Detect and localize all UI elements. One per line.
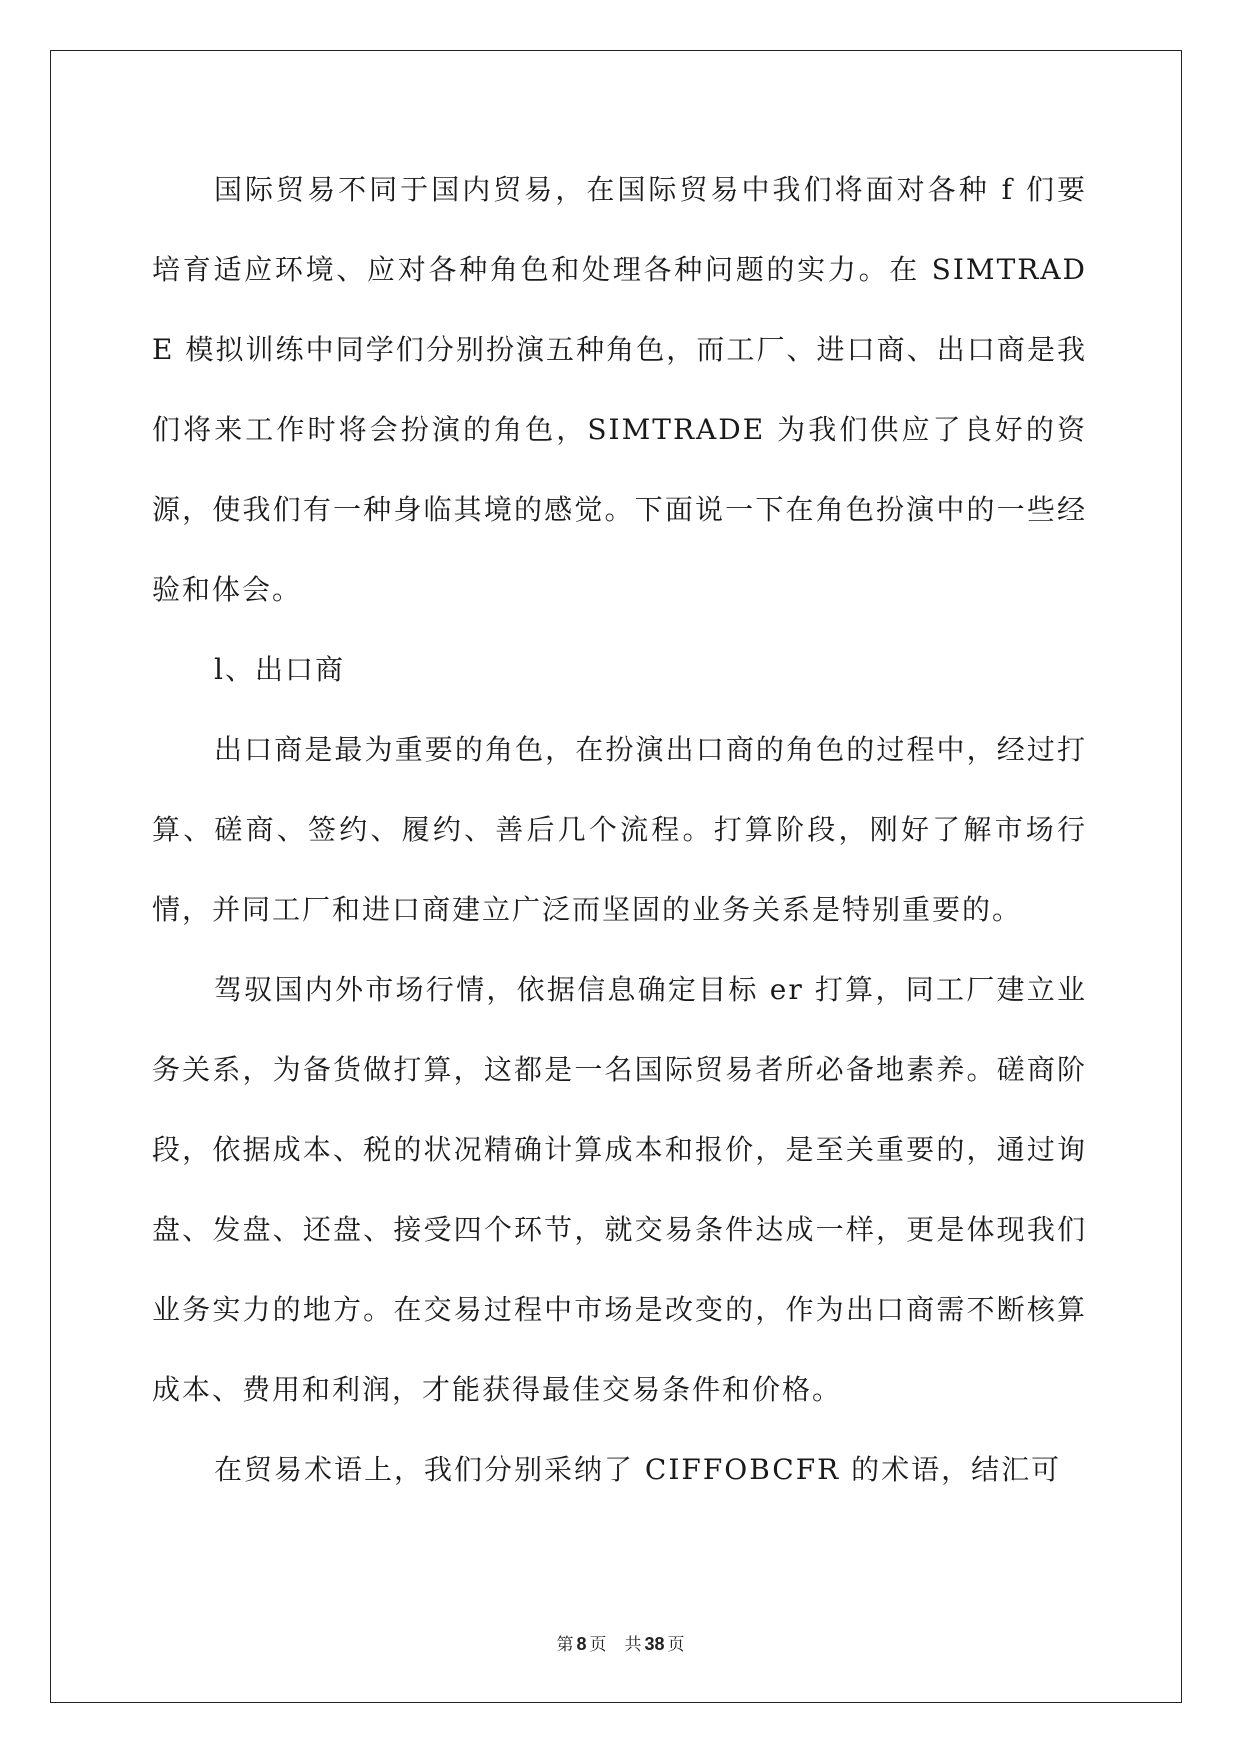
paragraph-trade-terms: 在贸易术语上，我们分别采纳了 CIFFOBCFR 的术语，结汇可 (214, 1453, 1062, 1486)
paragraph-exporter-role: 出口商是最为重要的角色，在扮演出口商的角色的过程中，经过打算、磋商、签约、履约、善后几个流程。打算阶段，刚好了解市场行情，并同工厂和进口商建立广泛而坚固的业务关系是特别重要的。 (152, 733, 1087, 926)
section-heading-exporter: l、出口商 (214, 653, 345, 686)
page-prefix: 第 (556, 1635, 574, 1655)
page-number: 8 (576, 1634, 587, 1654)
page-suffix: 页 (589, 1635, 607, 1655)
total-prefix: 共 (624, 1635, 642, 1655)
total-suffix: 页 (667, 1635, 685, 1655)
paragraph-intro: 国际贸易不同于国内贸易，在国际贸易中我们将面对各种 f 们要培育适应环境、应对各种角色和处理各种问题的实力。在 SIMTRADE 模拟训练中同学们分别扮演五种角色，而工厂、进口商、出口商是我们将来工作时将会扮演的角色，SIMTRADE 为我们供应了良好的资源，使我们有一种身临其境的感觉。下面说一下在角色扮演中的一些经验和体会。 (152, 173, 1087, 606)
total-pages: 38 (644, 1634, 665, 1654)
paragraph-market-control: 驾驭国内外市场行情，依据信息确定目标 er 打算，同工厂建立业务关系，为备货做打算，这都是一名国际贸易者所必备地素养。磋商阶段，依据成本、税的状况精确计算成本和报价，是至关重要的，通过询盘、发盘、还盘、接受四个环节，就交易条件达成一样，更是体现我们业务实力的地方。在交易过程中市场是改变的，作为出口商需不断核算成本、费用和利润，才能获得最佳交易条件和价格。 (152, 973, 1087, 1406)
document-body (152, 150, 1087, 1510)
page-footer (0, 1632, 1241, 1657)
